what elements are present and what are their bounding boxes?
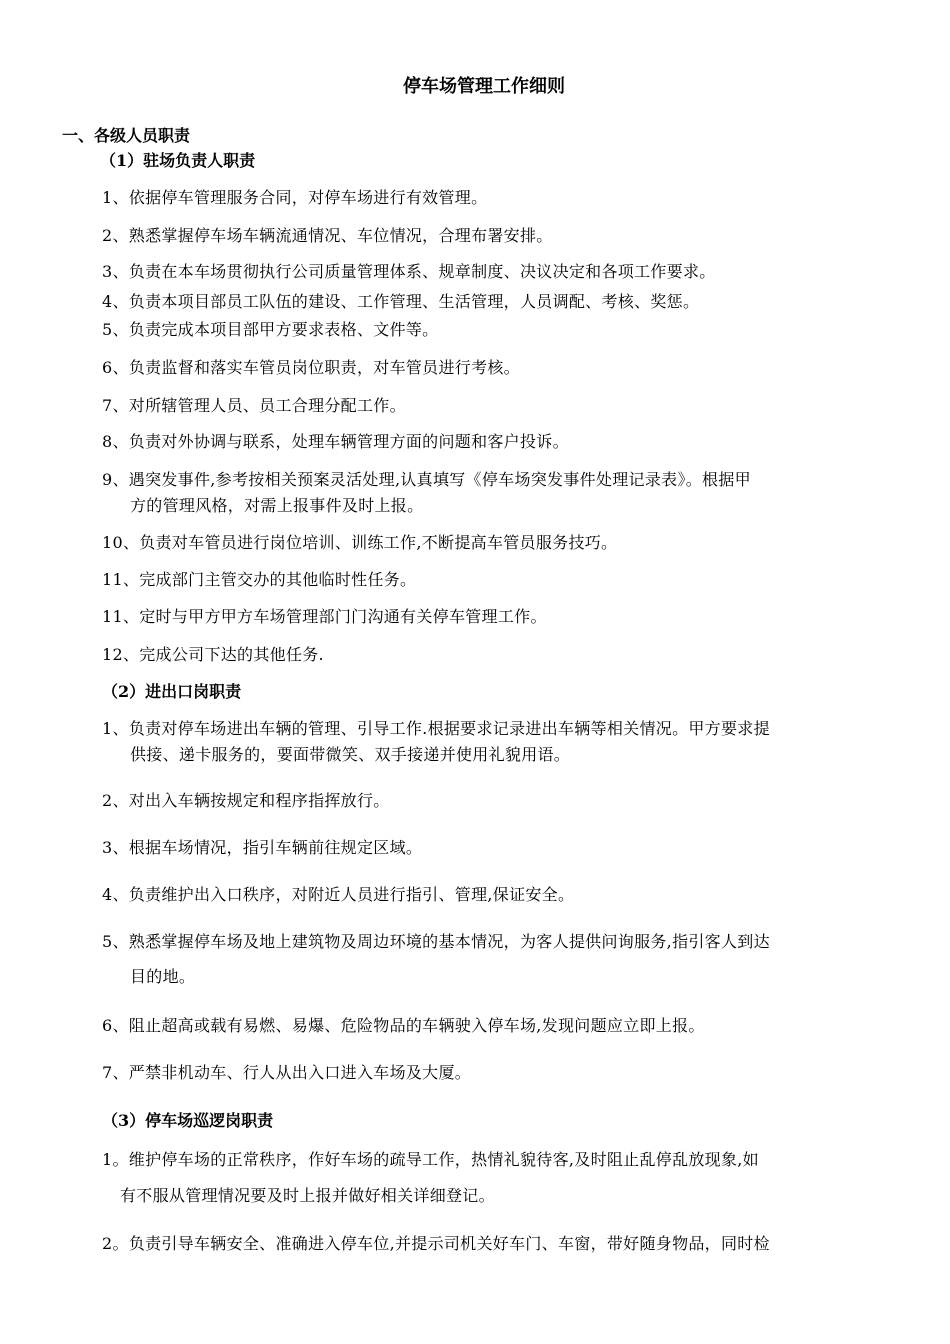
list-item: 1、依据停车管理服务合同，对停车场进行有效管理。 [102, 188, 488, 207]
subsection-heading: （2）进出口岗职责 [102, 682, 242, 701]
list-item: 12、完成公司下达的其他任务. [102, 645, 324, 664]
list-item-continuation: 目的地。 [130, 967, 196, 986]
list-item: 6、阻止超高或载有易燃、易爆、危险物品的车辆驶入停车场,发现问题应立即上报。 [102, 1016, 705, 1035]
list-item-continuation: 方的管理风格，对需上报事件及时上报。 [130, 496, 424, 515]
list-item: 4、负责本项目部员工队伍的建设、工作管理、生活管理，人员调配、考核、奖惩。 [102, 292, 700, 311]
list-item: 2、对出入车辆按规定和程序指挥放行。 [102, 791, 390, 810]
list-item: 2。负责引导车辆安全、准确进入停车位,并提示司机关好车门、车窗，带好随身物品，同时检 [102, 1234, 770, 1253]
list-item: 2、熟悉掌握停车场车辆流通情况、车位情况，合理布署安排。 [102, 226, 553, 245]
list-item-continuation: 有不服从管理情况要及时上报并做好相关详细登记。 [120, 1186, 495, 1205]
list-item: 4、负责维护出入口秩序，对附近人员进行指引、管理,保证安全。 [102, 885, 575, 904]
subsection-heading: （1）驻场负责人职责 [100, 151, 256, 170]
list-item: 9、遇突发事件,参考按相关预案灵活处理,认真填写《停车场突发事件处理记录表》。根据甲 [102, 470, 751, 489]
list-item: 7、对所辖管理人员、员工合理分配工作。 [102, 396, 406, 415]
list-item: 7、严禁非机动车、行人从出入口进入车场及大厦。 [102, 1063, 472, 1082]
list-item: 3、根据车场情况，指引车辆前往规定区域。 [102, 838, 423, 857]
list-item: 5、负责完成本项目部甲方要求表格、文件等。 [102, 320, 439, 339]
document-title: 停车场管理工作细则 [403, 76, 565, 97]
list-item: 5、熟悉掌握停车场及地上建筑物及周边环境的基本情况，为客人提供问询服务,指引客人到达 [102, 932, 770, 951]
list-item-continuation: 供接、递卡服务的，要面带微笑、双手接递并使用礼貌用语。 [130, 745, 571, 764]
list-item: 11、完成部门主管交办的其他临时性任务。 [102, 570, 417, 589]
subsection-heading: （3）停车场巡逻岗职责 [102, 1111, 274, 1130]
list-item: 10、负责对车管员进行岗位培训、训练工作,不断提高车管员服务技巧。 [102, 533, 618, 552]
list-item: 3、负责在本车场贯彻执行公司质量管理体系、规章制度、决议决定和各项工作要求。 [102, 262, 716, 281]
list-item: 1。维护停车场的正常秩序，作好车场的疏导工作，热情礼貌待客,及时阻止乱停乱放现象,如 [102, 1150, 759, 1169]
list-item: 6、负责监督和落实车管员岗位职责，对车管员进行考核。 [102, 358, 520, 377]
list-item: 11、定时与甲方甲方车场管理部门门沟通有关停车管理工作。 [102, 607, 547, 626]
list-item: 8、负责对外协调与联系，处理车辆管理方面的问题和客户投诉。 [102, 432, 569, 451]
list-item: 1、负责对停车场进出车辆的管理、引导工作.根据要求记录进出车辆等相关情况。甲方要求提 [102, 719, 770, 738]
section-heading: 一、各级人员职责 [62, 126, 191, 145]
